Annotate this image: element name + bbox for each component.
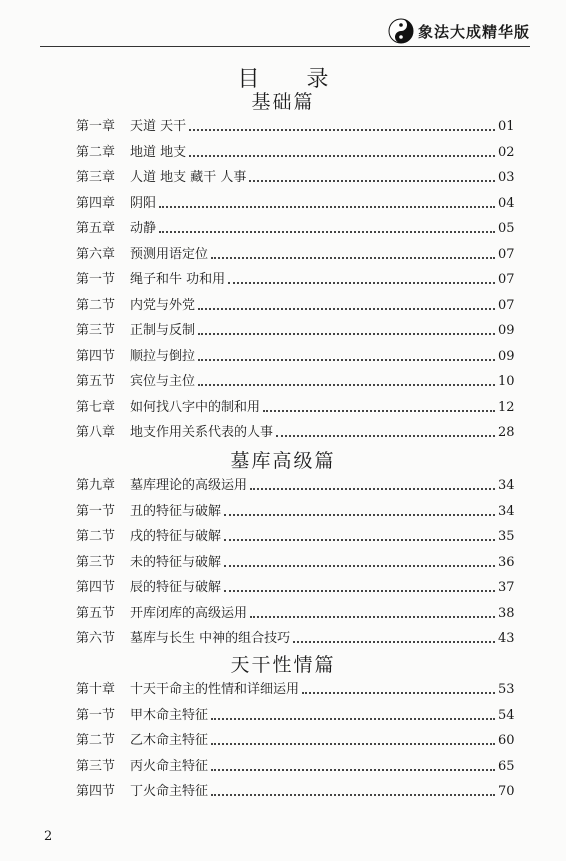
toc-dot-leader <box>189 155 495 157</box>
toc-entry-title: 丑的特征与破解 <box>130 503 222 519</box>
toc-dot-leader <box>263 410 495 412</box>
toc-dot-leader <box>224 514 495 516</box>
toc-entry-title: 人道 地支 藏干 人事 <box>130 170 247 185</box>
toc-dot-leader <box>159 206 495 208</box>
toc-entry[interactable] <box>76 528 514 546</box>
toc-dot-leader <box>198 308 495 310</box>
toc-chapter-label: 第一节 <box>76 707 116 723</box>
toc-chapter-label: 第四节 <box>76 580 116 595</box>
toc-chapter-label: 第五章 <box>76 221 116 236</box>
toc-dot-leader <box>276 435 495 437</box>
toc-entry-title: 地支作用关系代表的人事 <box>130 425 274 440</box>
header-rule <box>40 46 530 47</box>
toc-entry[interactable] <box>76 630 514 648</box>
toc-chapter-label: 第五节 <box>76 374 116 389</box>
toc-page-number: 70 <box>498 784 515 799</box>
toc-chapter-label: 第三节 <box>76 554 116 570</box>
toc-chapter-label: 第三节 <box>76 758 116 774</box>
toc-chapter-label: 第九章 <box>76 478 116 493</box>
toc-chapter-label: 第二章 <box>76 144 116 160</box>
toc-chapter-label: 第五节 <box>76 605 116 621</box>
toc-entry-title: 如何找八字中的制和用 <box>130 399 261 415</box>
toc-entry-title: 甲木命主特征 <box>130 707 209 723</box>
toc-chapter-label: 第二节 <box>76 733 116 748</box>
toc-chapter-label: 第八章 <box>76 425 116 440</box>
toc-dot-leader <box>189 129 495 131</box>
toc-entry[interactable] <box>76 758 514 776</box>
toc-entry-title: 阴阳 <box>130 195 157 211</box>
toc-entry-title: 地道 地支 <box>130 144 187 160</box>
toc-entry-title: 顺拉与倒拉 <box>130 348 196 364</box>
header-brand-text: 象法大成精华版 <box>417 22 530 41</box>
toc-page-number: 43 <box>498 631 515 646</box>
toc-entry-title: 绳子和牛 功和用 <box>130 272 226 287</box>
toc-dot-leader <box>198 359 495 361</box>
toc-entry-title: 宾位与主位 <box>130 374 196 389</box>
page-title: 目 录 <box>237 67 349 92</box>
toc-page-number: 65 <box>498 758 515 774</box>
toc-chapter-label: 第三节 <box>76 323 116 338</box>
page-number: 2 <box>44 829 53 844</box>
toc-entry-title: 乙木命主特征 <box>130 733 209 748</box>
toc-page-number: 01 <box>498 119 515 134</box>
toc-page-number: 10 <box>498 374 515 389</box>
toc-entry-title: 内党与外党 <box>130 297 196 313</box>
toc-page-number: 36 <box>498 554 515 570</box>
toc-dot-leader <box>224 539 495 541</box>
toc-entry[interactable] <box>76 605 514 623</box>
toc-entry[interactable] <box>76 322 514 340</box>
toc-entry[interactable] <box>76 554 514 572</box>
toc-entry-title: 辰的特征与破解 <box>130 580 222 595</box>
toc-page-number: 09 <box>498 323 515 338</box>
toc-dot-leader <box>249 180 495 182</box>
toc-entry-title: 丙火命主特征 <box>130 758 209 774</box>
toc-entry[interactable] <box>76 144 514 162</box>
toc-chapter-label: 第二节 <box>76 529 116 544</box>
toc-entry[interactable] <box>76 348 514 366</box>
toc-page-number: 07 <box>498 272 515 287</box>
toc-page-number: 02 <box>498 144 515 160</box>
toc-entry-title: 开库闭库的高级运用 <box>130 605 248 621</box>
toc-chapter-label: 第六节 <box>76 631 116 646</box>
toc-entry-title: 丁火命主特征 <box>130 784 209 799</box>
toc-entry-title: 戌的特征与破解 <box>130 529 222 544</box>
toc-dot-leader <box>198 333 495 335</box>
toc-page-number: 04 <box>498 195 515 211</box>
toc-entry[interactable] <box>76 681 514 699</box>
toc-page-number: 12 <box>498 399 515 415</box>
toc-page-number: 53 <box>498 682 515 697</box>
toc-page-number: 07 <box>498 246 515 262</box>
toc-chapter-label: 第六章 <box>76 246 116 262</box>
toc-entry[interactable] <box>76 118 514 136</box>
toc-entry-title: 预测用语定位 <box>130 246 209 262</box>
toc-page-number: 54 <box>498 707 515 723</box>
toc-entry[interactable] <box>76 169 514 187</box>
toc-dot-leader <box>250 488 495 490</box>
toc-page-number: 34 <box>498 503 515 519</box>
toc-dot-leader <box>250 616 495 618</box>
toc-chapter-label: 第一节 <box>76 503 116 519</box>
toc-dot-leader <box>224 590 495 592</box>
toc-dot-leader <box>211 743 495 745</box>
toc-entry[interactable] <box>76 783 514 801</box>
toc-page-number: 34 <box>498 478 515 493</box>
toc-entry[interactable] <box>76 424 514 442</box>
section-title: 基础篇 <box>251 91 315 113</box>
toc-chapter-label: 第四节 <box>76 784 116 799</box>
toc-dot-leader <box>211 769 495 771</box>
toc-entry[interactable] <box>76 707 514 725</box>
toc-entry[interactable] <box>76 246 514 264</box>
section-title: 天干性情篇 <box>230 654 336 676</box>
toc-dot-leader <box>302 692 495 694</box>
toc-page-number: 35 <box>498 529 515 544</box>
toc-dot-leader <box>211 794 495 796</box>
toc-chapter-label: 第二节 <box>76 297 116 313</box>
taiji-logo-icon <box>388 18 414 44</box>
toc-dot-leader <box>159 231 495 233</box>
section-title: 墓库高级篇 <box>230 450 336 472</box>
toc-chapter-label: 第四节 <box>76 348 116 364</box>
toc-entry[interactable] <box>76 503 514 521</box>
toc-dot-leader <box>211 718 495 720</box>
toc-page-number: 07 <box>498 297 515 313</box>
toc-entry[interactable] <box>76 579 514 597</box>
running-header <box>40 14 530 48</box>
toc-entry[interactable] <box>76 399 514 417</box>
toc-entry-title: 墓库理论的高级运用 <box>130 478 248 493</box>
toc-entry[interactable] <box>76 732 514 750</box>
toc-entry-title: 十天干命主的性情和详细运用 <box>130 682 300 697</box>
toc-entry-title: 未的特征与破解 <box>130 554 222 570</box>
toc-dot-leader <box>198 384 495 386</box>
toc-entry-title: 正制与反制 <box>130 323 196 338</box>
toc-entry[interactable] <box>76 271 514 289</box>
toc-page-number: 60 <box>498 733 515 748</box>
toc-entry-title: 动静 <box>130 221 157 236</box>
toc-dot-leader <box>228 282 495 284</box>
toc-entry[interactable] <box>76 477 514 495</box>
toc-dot-leader <box>224 565 495 567</box>
toc-chapter-label: 第一节 <box>76 272 116 287</box>
toc-dot-leader <box>293 641 495 643</box>
toc-dot-leader <box>211 257 495 259</box>
toc-entry[interactable] <box>76 373 514 391</box>
toc-chapter-label: 第十章 <box>76 682 116 697</box>
toc-page-number: 05 <box>498 221 515 236</box>
toc-entry-title: 墓库与长生 中神的组合技巧 <box>130 631 291 646</box>
toc-chapter-label: 第三章 <box>76 170 116 185</box>
toc-entry-title: 天道 天干 <box>130 119 187 134</box>
toc-page-number: 38 <box>498 605 515 621</box>
toc-entry[interactable] <box>76 195 514 213</box>
toc-page-number: 09 <box>498 348 515 364</box>
toc-chapter-label: 第四章 <box>76 195 116 211</box>
toc-page-number: 37 <box>498 580 515 595</box>
header-brand <box>388 18 530 44</box>
toc-entry[interactable] <box>76 297 514 315</box>
toc-chapter-label: 第七章 <box>76 399 116 415</box>
toc-entry[interactable] <box>76 220 514 238</box>
toc-page-number: 28 <box>498 425 515 440</box>
toc-chapter-label: 第一章 <box>76 119 116 134</box>
toc-page-number: 03 <box>498 170 515 185</box>
